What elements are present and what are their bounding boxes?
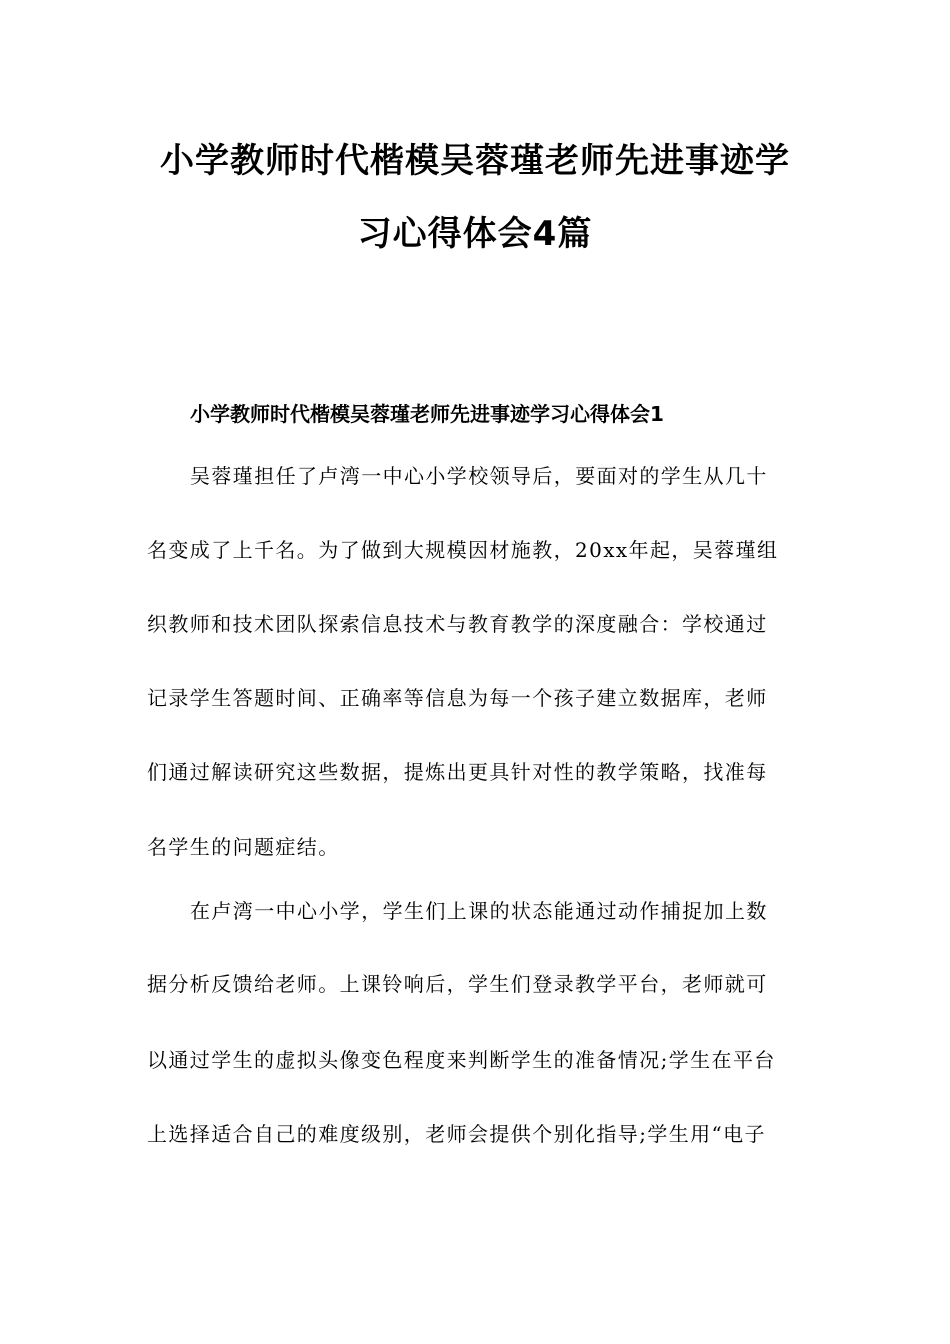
paragraph-2-line-1: 在卢湾一中心小学，学生们上课的状态能通过动作捕捉加上数 (190, 899, 768, 923)
paragraph-2-line-3: 以通过学生的虚拟头像变色程度来判断学生的准备情况;学生在平台 (147, 1048, 776, 1072)
paragraph-1-line-1: 吴蓉瑾担任了卢湾一中心小学校领导后，要面对的学生从几十 (190, 464, 768, 488)
paragraph-1-line-6: 名学生的问题症结。 (147, 835, 340, 859)
document-title-line-1: 小学教师时代楷模吴蓉瑾老师先进事迹学 (160, 141, 790, 181)
paragraph-1-line-2: 名变成了上千名。为了做到大规模因材施教，20xx年起，吴蓉瑾组 (147, 538, 779, 562)
paragraph-1-line-4: 记录学生答题时间、正确率等信息为每一个孩子建立数据库，老师 (147, 686, 768, 710)
paragraph-2-line-4: 上选择适合自己的难度级别，老师会提供个别化指导;学生用“电子 (147, 1122, 766, 1146)
paragraph-2-line-2: 据分析反馈给老师。上课铃响后，学生们登录教学平台，老师就可 (147, 972, 768, 996)
paragraph-1-line-3: 织教师和技术团队探索信息技术与教育教学的深度融合：学校通过 (147, 612, 768, 636)
paragraph-1-line-5: 们通过解读研究这些数据，提炼出更具针对性的教学策略，找准每 (147, 760, 768, 784)
section-heading: 小学教师时代楷模吴蓉瑾老师先进事迹学习心得体会1 (190, 402, 664, 426)
document-title-line-2: 习心得体会4篇 (357, 214, 593, 254)
